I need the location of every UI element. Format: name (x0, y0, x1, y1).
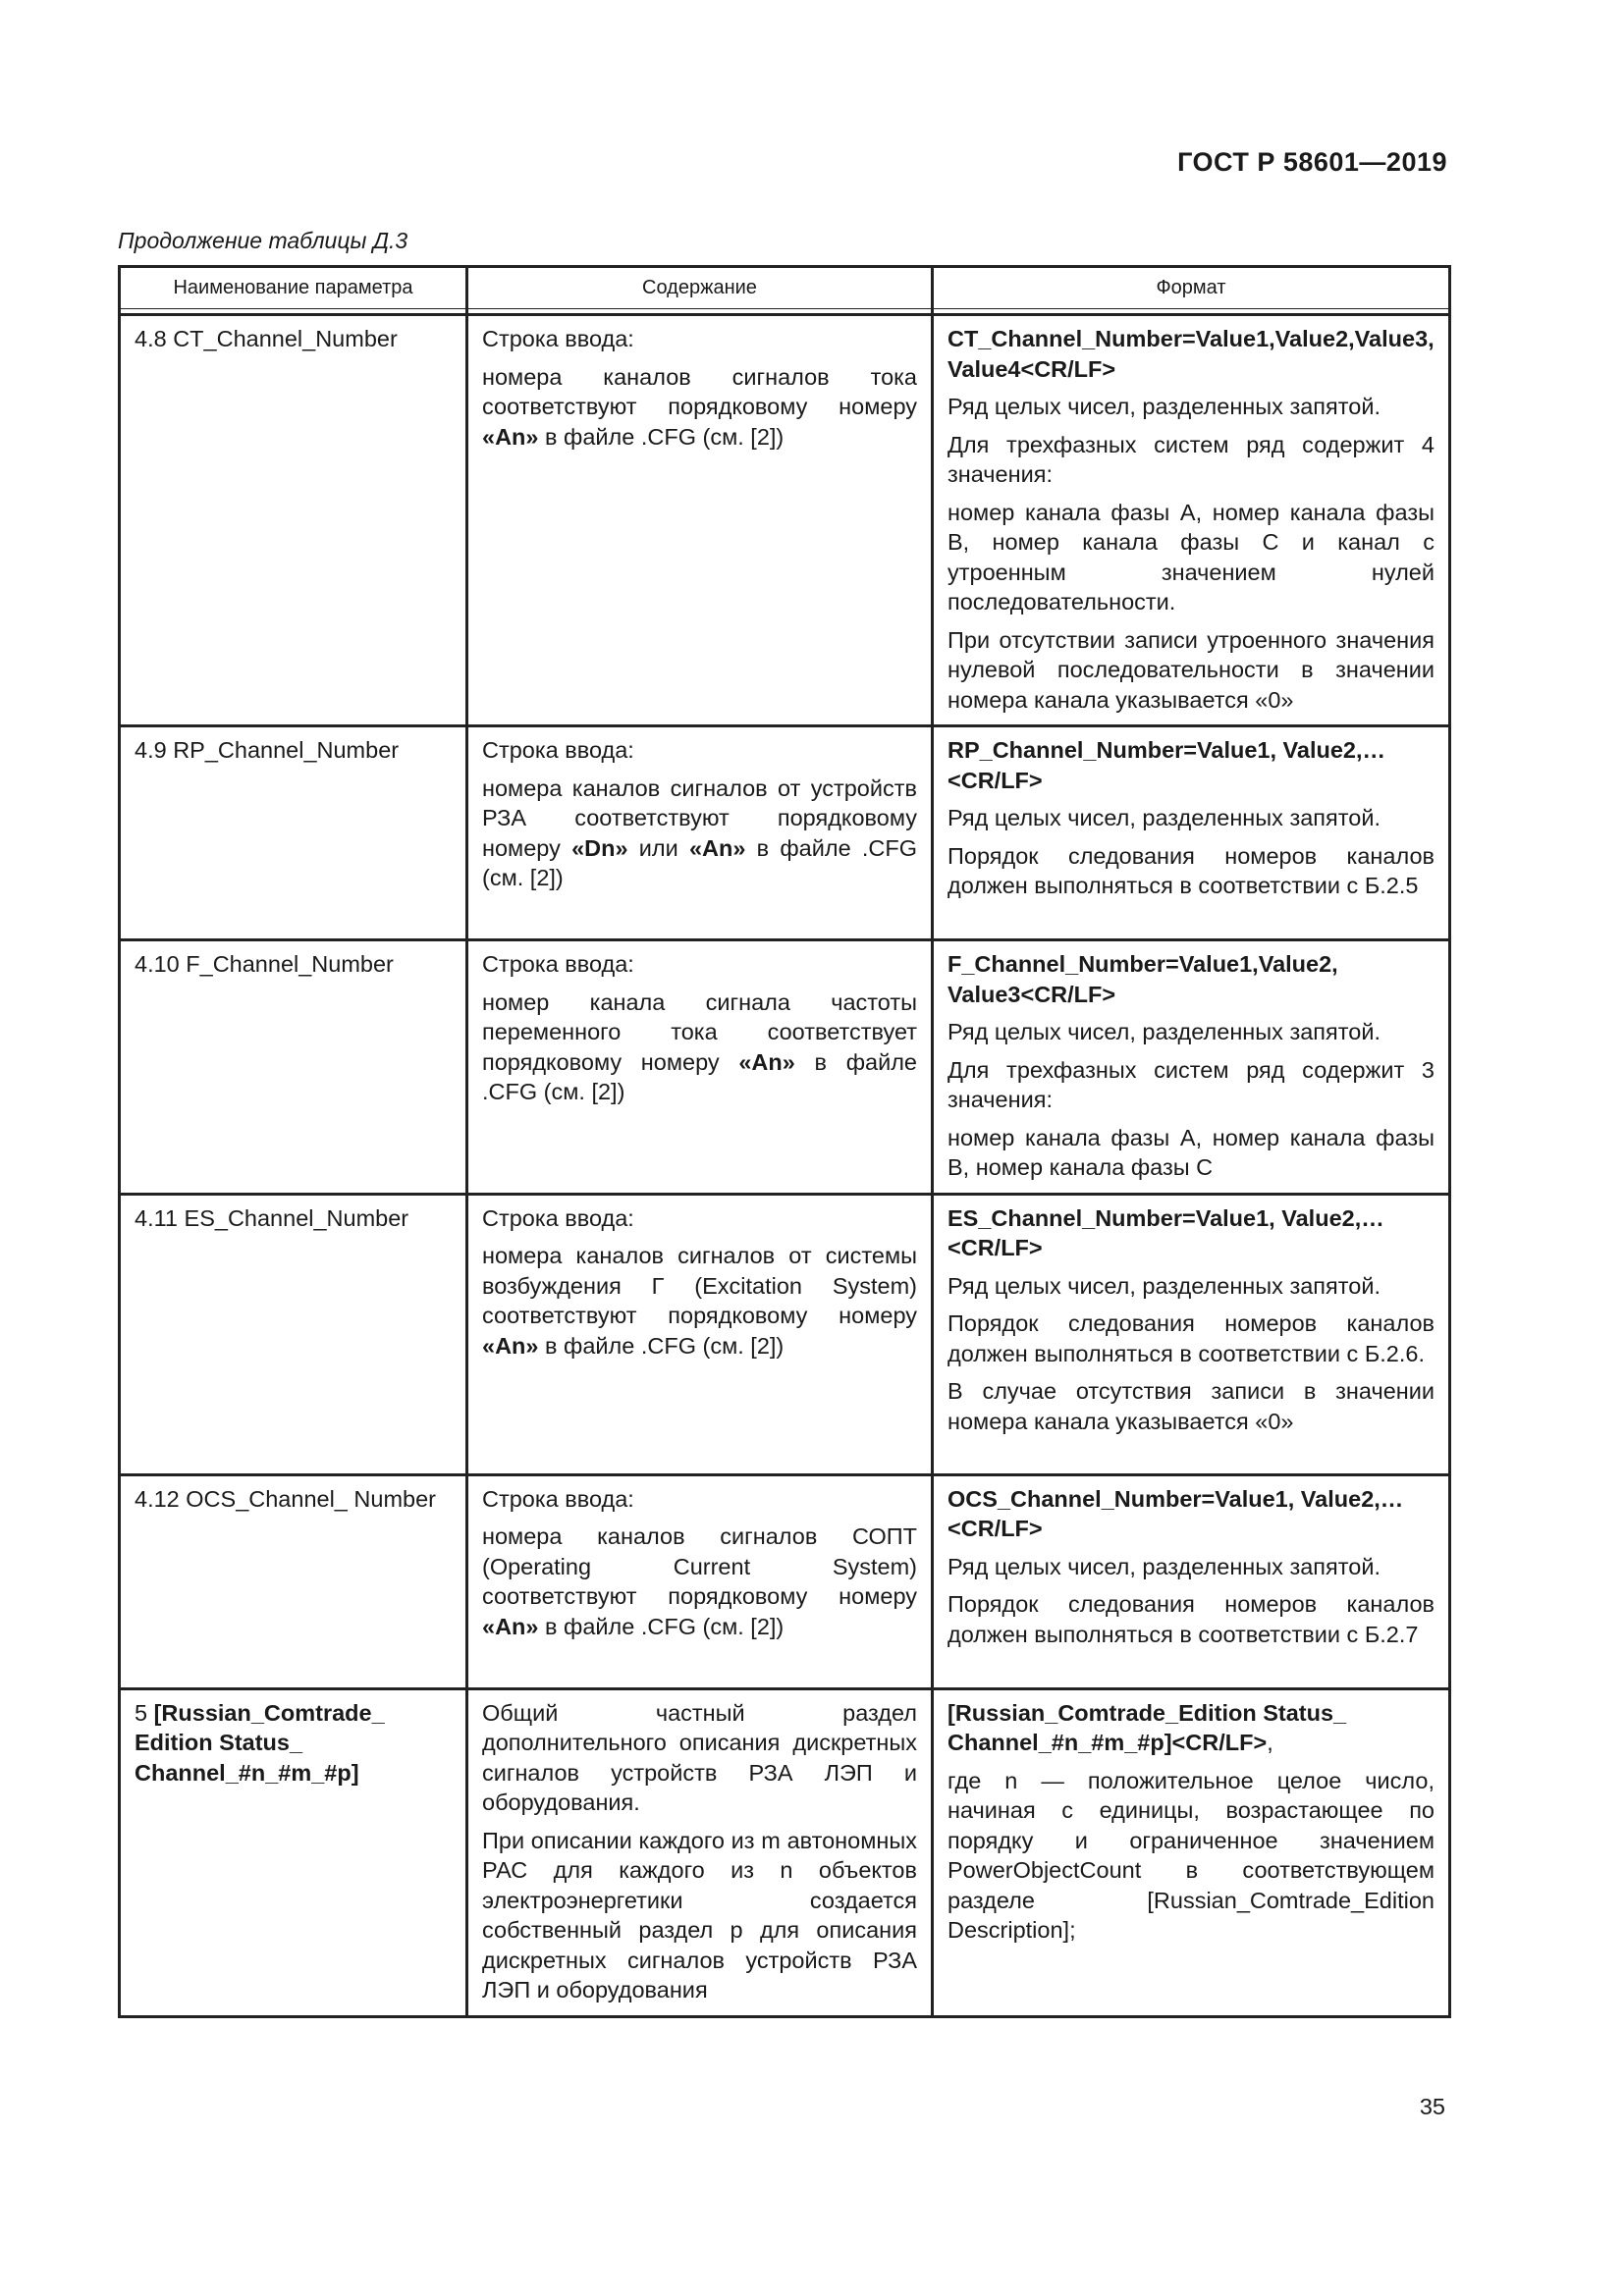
format-cell: CT_Channel_Number=Value1,Value2,Value3, Value4<CR/LF> Ряд целых чисел, разделенных запятой. Для трехфазных систем ряд содержит 4 значения: номер канала фазы А, номер канала фазы В, номер канала фазы С и канал с утроенным значением нулей последовательности. При отсутствии записи утроенного значения нулевой последовательности в значении номера канала указывается «0» (933, 315, 1450, 726)
content-cell: Строка ввода: номера каналов сигналов от устройств РЗА соответствуют порядковому номеру «Dn» или «An» в файле .CFG (см. [2]) (467, 726, 933, 940)
page-number: 35 (1419, 2094, 1445, 2119)
table-row (120, 315, 1450, 726)
table-row (120, 1474, 1450, 1688)
format-cell: [Russian_Comtrade_Edition Status_ Channel_#n_#m_#p]<CR/LF>, где n — положительное целое число, начиная с единицы, возрастающее по порядку и ограниченное значением PowerObjectCount в соответствующем разделе [Russian_Comtrade_Edition Description]; (933, 1688, 1450, 2016)
content-cell: Строка ввода: номер канала сигнала частоты переменного тока соответствует порядковому номеру «An» в файле .CFG (см. [2]) (467, 940, 933, 1195)
format-cell: RP_Channel_Number=Value1, Value2,…<CR/LF> Ряд целых чисел, разделенных запятой. Порядок следования номеров каналов должен выполняться в соответствии с Б.2.5 (933, 726, 1450, 940)
table-caption: Продолжение таблицы Д.3 (118, 228, 408, 253)
format-cell: OCS_Channel_Number=Value1, Value2,…<CR/LF> Ряд целых чисел, разделенных запятой. Порядок следования номеров каналов должен выполняться в соответствии с Б.2.7 (933, 1474, 1450, 1688)
content-cell: Строка ввода: номера каналов сигналов СОПТ (Operating Current System) соответствуют порядковому номеру «An» в файле .CFG (см. [2]) (467, 1474, 933, 1688)
column-header-name: Наименование параметра (120, 267, 467, 309)
format-cell: F_Channel_Number=Value1,Value2, Value3<CR/LF> Ряд целых чисел, разделенных запятой. Для трехфазных систем ряд содержит 3 значения: номер канала фазы А, номер канала фазы В, номер канала фазы С (933, 940, 1450, 1195)
table-row (120, 1194, 1450, 1474)
table-row (120, 726, 1450, 940)
param-name-cell: 4.12 OCS_Channel_ Number (120, 1474, 467, 1688)
column-header-content: Содержание (467, 267, 933, 309)
format-cell: ES_Channel_Number=Value1, Value2,…<CR/LF> Ряд целых чисел, разделенных запятой. Порядок следования номеров каналов должен выполняться в соответствии с Б.2.6. В случае отсутствия записи в значении номера канала указывается «0» (933, 1194, 1450, 1474)
param-name-cell: 4.11 ES_Channel_Number (120, 1194, 467, 1474)
content-cell: Строка ввода: номера каналов сигналов от системы возбуждения Г (Excitation System) соответствуют порядковому номеру «An» в файле .CFG (см. [2]) (467, 1194, 933, 1474)
column-header-format: Формат (933, 267, 1450, 309)
table-row (120, 1688, 1450, 2016)
param-name-cell: 5 [Russian_Comtrade_ Edition Status_ Channel_#n_#m_#p] (120, 1688, 467, 2016)
document-code: ГОСТ Р 58601—2019 (1177, 147, 1447, 177)
content-cell: Общий частный раздел дополнительного описания дискретных сигналов устройств РЗА ЛЭП и оборудования. При описании каждого из m автономных РАС для каждого из n объектов электроэнергетики создается собственный раздел p для описания дискретных сигналов устройств РЗА ЛЭП и оборудования (467, 1688, 933, 2016)
content-cell: Строка ввода: номера каналов сигналов тока соответствуют порядковому номеру «An» в файле .CFG (см. [2]) (467, 315, 933, 726)
param-name-cell: 4.8 CT_Channel_Number (120, 315, 467, 726)
table-row (120, 940, 1450, 1195)
param-name-cell: 4.10 F_Channel_Number (120, 940, 467, 1195)
parameter-table (118, 265, 1448, 2018)
param-name-cell: 4.9 RP_Channel_Number (120, 726, 467, 940)
